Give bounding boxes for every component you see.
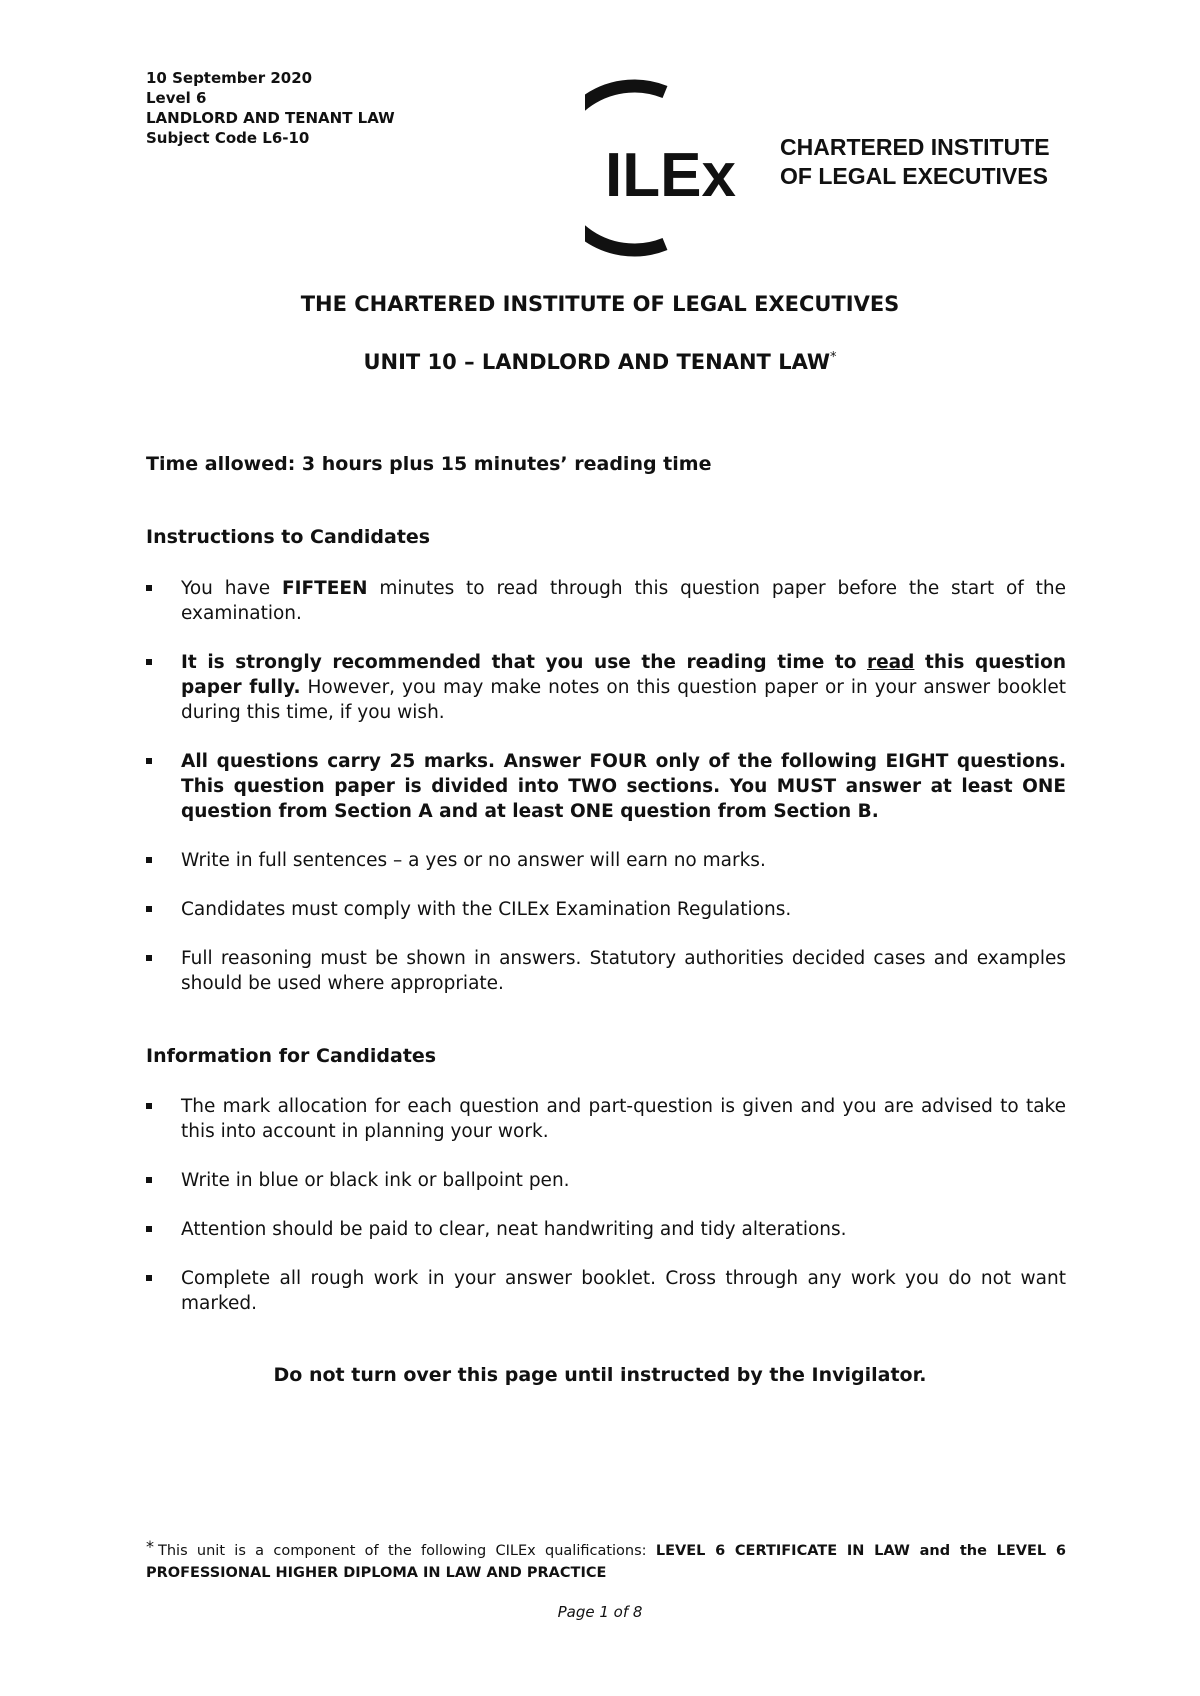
bullet-icon xyxy=(146,1103,152,1109)
final-notice: Do not turn over this page until instructed by the Invigilator. xyxy=(273,1364,927,1386)
exam-level: Level 6 xyxy=(146,89,207,107)
bullet-icon xyxy=(146,857,152,863)
list-item: It is strongly recommended that you use the reading time to read this question paper fully. However, you may make notes on this question paper or in your answer booklet during this time, if you wish. xyxy=(146,650,1066,725)
bullet-icon xyxy=(146,1177,152,1183)
instructions-list xyxy=(146,576,1066,1020)
page-number: Page 1 of 8 xyxy=(557,1603,643,1621)
institute-title: THE CHARTERED INSTITUTE OF LEGAL EXECUTIVES xyxy=(300,292,900,316)
list-item: You have FIFTEEN minutes to read through this question paper before the start of the examination. xyxy=(146,576,1066,626)
footnote-text: This unit is a component of the following CILEx qualifications: xyxy=(158,1543,656,1559)
footnote-marker: * xyxy=(146,1537,154,1556)
footnote xyxy=(146,1537,1066,1584)
logo-mark: ILEx xyxy=(605,141,736,210)
bullet-icon xyxy=(146,585,152,591)
header-meta xyxy=(146,68,395,148)
bullet-icon xyxy=(146,1226,152,1232)
list-item: Complete all rough work in your answer booklet. Cross through any work you do not want marked. xyxy=(146,1266,1066,1316)
list-item: Write in full sentences – a yes or no answer will earn no marks. xyxy=(146,848,1066,873)
time-allowed: Time allowed: 3 hours plus 15 minutes’ reading time xyxy=(146,453,712,475)
list-item: Full reasoning must be shown in answers. Statutory authorities decided cases and examples should be used where appropriate. xyxy=(146,946,1066,996)
bullet-icon xyxy=(146,906,152,912)
exam-date: 10 September 2020 xyxy=(146,69,313,87)
instructions-heading: Instructions to Candidates xyxy=(146,526,431,548)
bullet-icon xyxy=(146,758,152,764)
exam-subject: LANDLORD AND TENANT LAW xyxy=(146,109,395,127)
information-heading: Information for Candidates xyxy=(146,1045,437,1067)
bullet-icon xyxy=(146,659,152,665)
information-list xyxy=(146,1094,1066,1340)
logo-line-2: OF LEGAL EXECUTIVES xyxy=(780,163,1048,189)
subject-code: Subject Code L6-10 xyxy=(146,129,310,147)
list-item: The mark allocation for each question and part-question is given and you are advised to take this into account in planning your work. xyxy=(146,1094,1066,1144)
cilex-logo xyxy=(585,78,1085,258)
list-item: Write in blue or black ink or ballpoint pen. xyxy=(146,1168,1066,1193)
list-item: Attention should be paid to clear, neat handwriting and tidy alterations. xyxy=(146,1217,1066,1242)
list-item: Candidates must comply with the CILEx Examination Regulations. xyxy=(146,897,1066,922)
list-item: All questions carry 25 marks. Answer FOUR only of the following EIGHT questions. This question paper is divided into TWO sections. You MUST answer at least ONE question from Section A and at least ONE question from Section B. xyxy=(146,749,1066,824)
bullet-icon xyxy=(146,1275,152,1281)
logo-line-1: CHARTERED INSTITUTE xyxy=(780,134,1050,160)
unit-title xyxy=(0,350,1200,374)
unit-title-marker: * xyxy=(830,350,837,365)
footnote-qualifications: LEVEL 6 CERTIFICATE IN LAW and the LEVEL 6 PROFESSIONAL HIGHER DIPLOMA IN LAW AND PRACTICE xyxy=(146,1543,1066,1581)
unit-title-text: UNIT 10 – LANDLORD AND TENANT LAW xyxy=(363,350,831,374)
bullet-icon xyxy=(146,955,152,961)
